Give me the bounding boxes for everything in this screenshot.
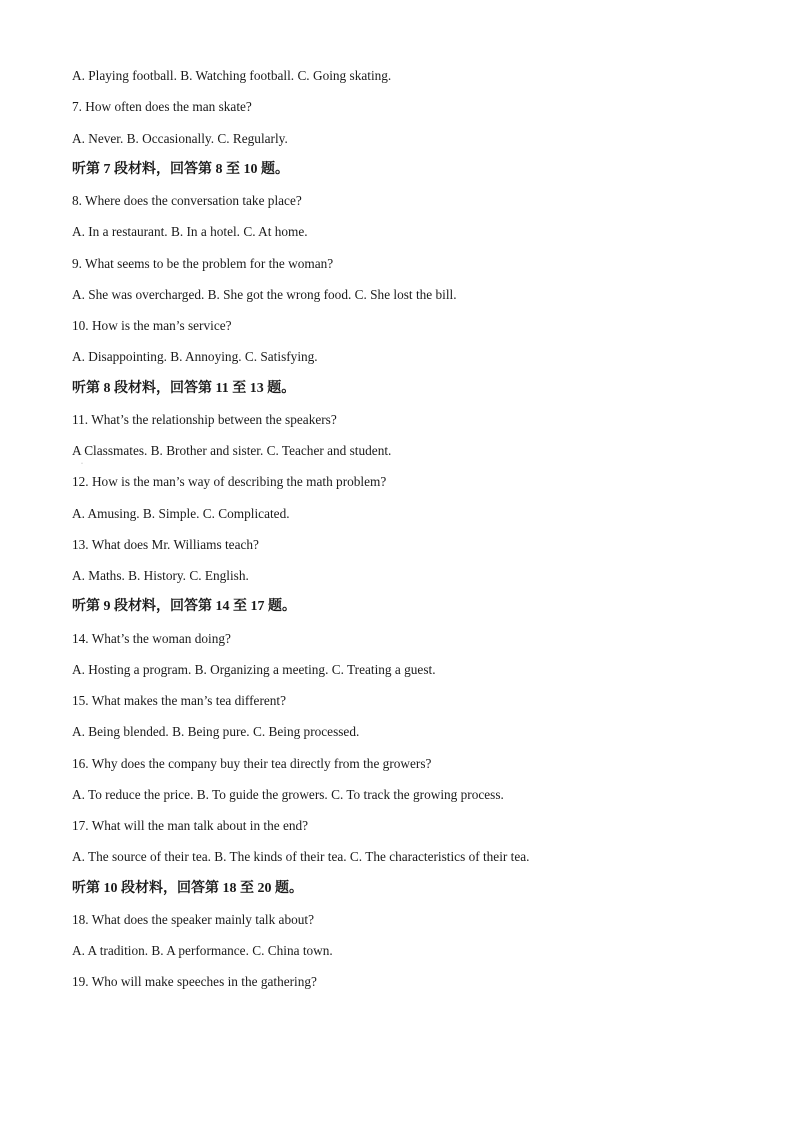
options-q9: A. She was overcharged. B. She got the wrong food. C. She lost the bill. — [72, 286, 457, 302]
options-q18: A. A tradition. B. A performance. C. China town. — [72, 943, 333, 958]
options-q6: A. Playing football. B. Watching football. C. Going skating. — [72, 68, 392, 83]
question-17: 17. What will the man talk about in the end? — [72, 818, 309, 833]
section-heading-9: 听第 9 段材料，回答第 14 至 17 题。 — [72, 599, 296, 615]
section-heading-7: 听第 7 段材料，回答第 8 至 10 题。 — [72, 161, 289, 177]
question-16: 16. Why does the company buy their tea directly from the growers? — [72, 755, 432, 771]
question-18: 18. What does the speaker mainly talk about? — [72, 911, 314, 927]
options-q11: A Classmates. B. Brother and sister. C. Teacher and student. — [72, 443, 392, 458]
options-q8: A. In a restaurant. B. In a hotel. C. At home. — [72, 224, 308, 240]
options-q7: A. Never. B. Occasionally. C. Regularly. — [72, 130, 288, 146]
question-7: 7. How often does the man skate? — [72, 99, 252, 115]
stray-mark: · — [81, 461, 83, 467]
question-11: 11. What’s the relationship between the speakers? — [72, 411, 337, 427]
document-page — [72, 66, 752, 1004]
question-13: 13. What does Mr. Williams teach? — [72, 536, 259, 552]
question-10: 10. How is the man’s service? — [72, 318, 232, 333]
section-heading-10: 听第 10 段材料，回答第 18 至 20 题。 — [72, 880, 303, 896]
question-14: 14. What’s the woman doing? — [72, 630, 231, 646]
question-15: 15. What makes the man’s tea different? — [72, 693, 287, 708]
question-8: 8. Where does the conversation take place? — [72, 193, 302, 208]
options-q14: A. Hosting a program. B. Organizing a meeting. C. Treating a guest. — [72, 661, 436, 677]
question-9: 9. What seems to be the problem for the woman? — [72, 255, 334, 271]
options-q12: A. Amusing. B. Simple. C. Complicated. — [72, 505, 290, 521]
options-q13: A. Maths. B. History. C. English. — [72, 568, 249, 583]
options-q16: A. To reduce the price. B. To guide the growers. C. To track the growing process. — [72, 786, 504, 802]
options-q15: A. Being blended. B. Being pure. C. Being processed. — [72, 724, 360, 740]
section-heading-8: 听第 8 段材料，回答第 11 至 13 题。 — [72, 380, 296, 396]
question-12: 12. How is the man’s way of describing the math problem? — [72, 474, 387, 490]
question-19: 19. Who will make speeches in the gathering? — [72, 974, 317, 990]
options-q17: A. The source of their tea. B. The kinds of their tea. C. The characteristics of their tea. — [72, 849, 530, 865]
options-q10: A. Disappointing. B. Annoying. C. Satisfying. — [72, 349, 318, 365]
